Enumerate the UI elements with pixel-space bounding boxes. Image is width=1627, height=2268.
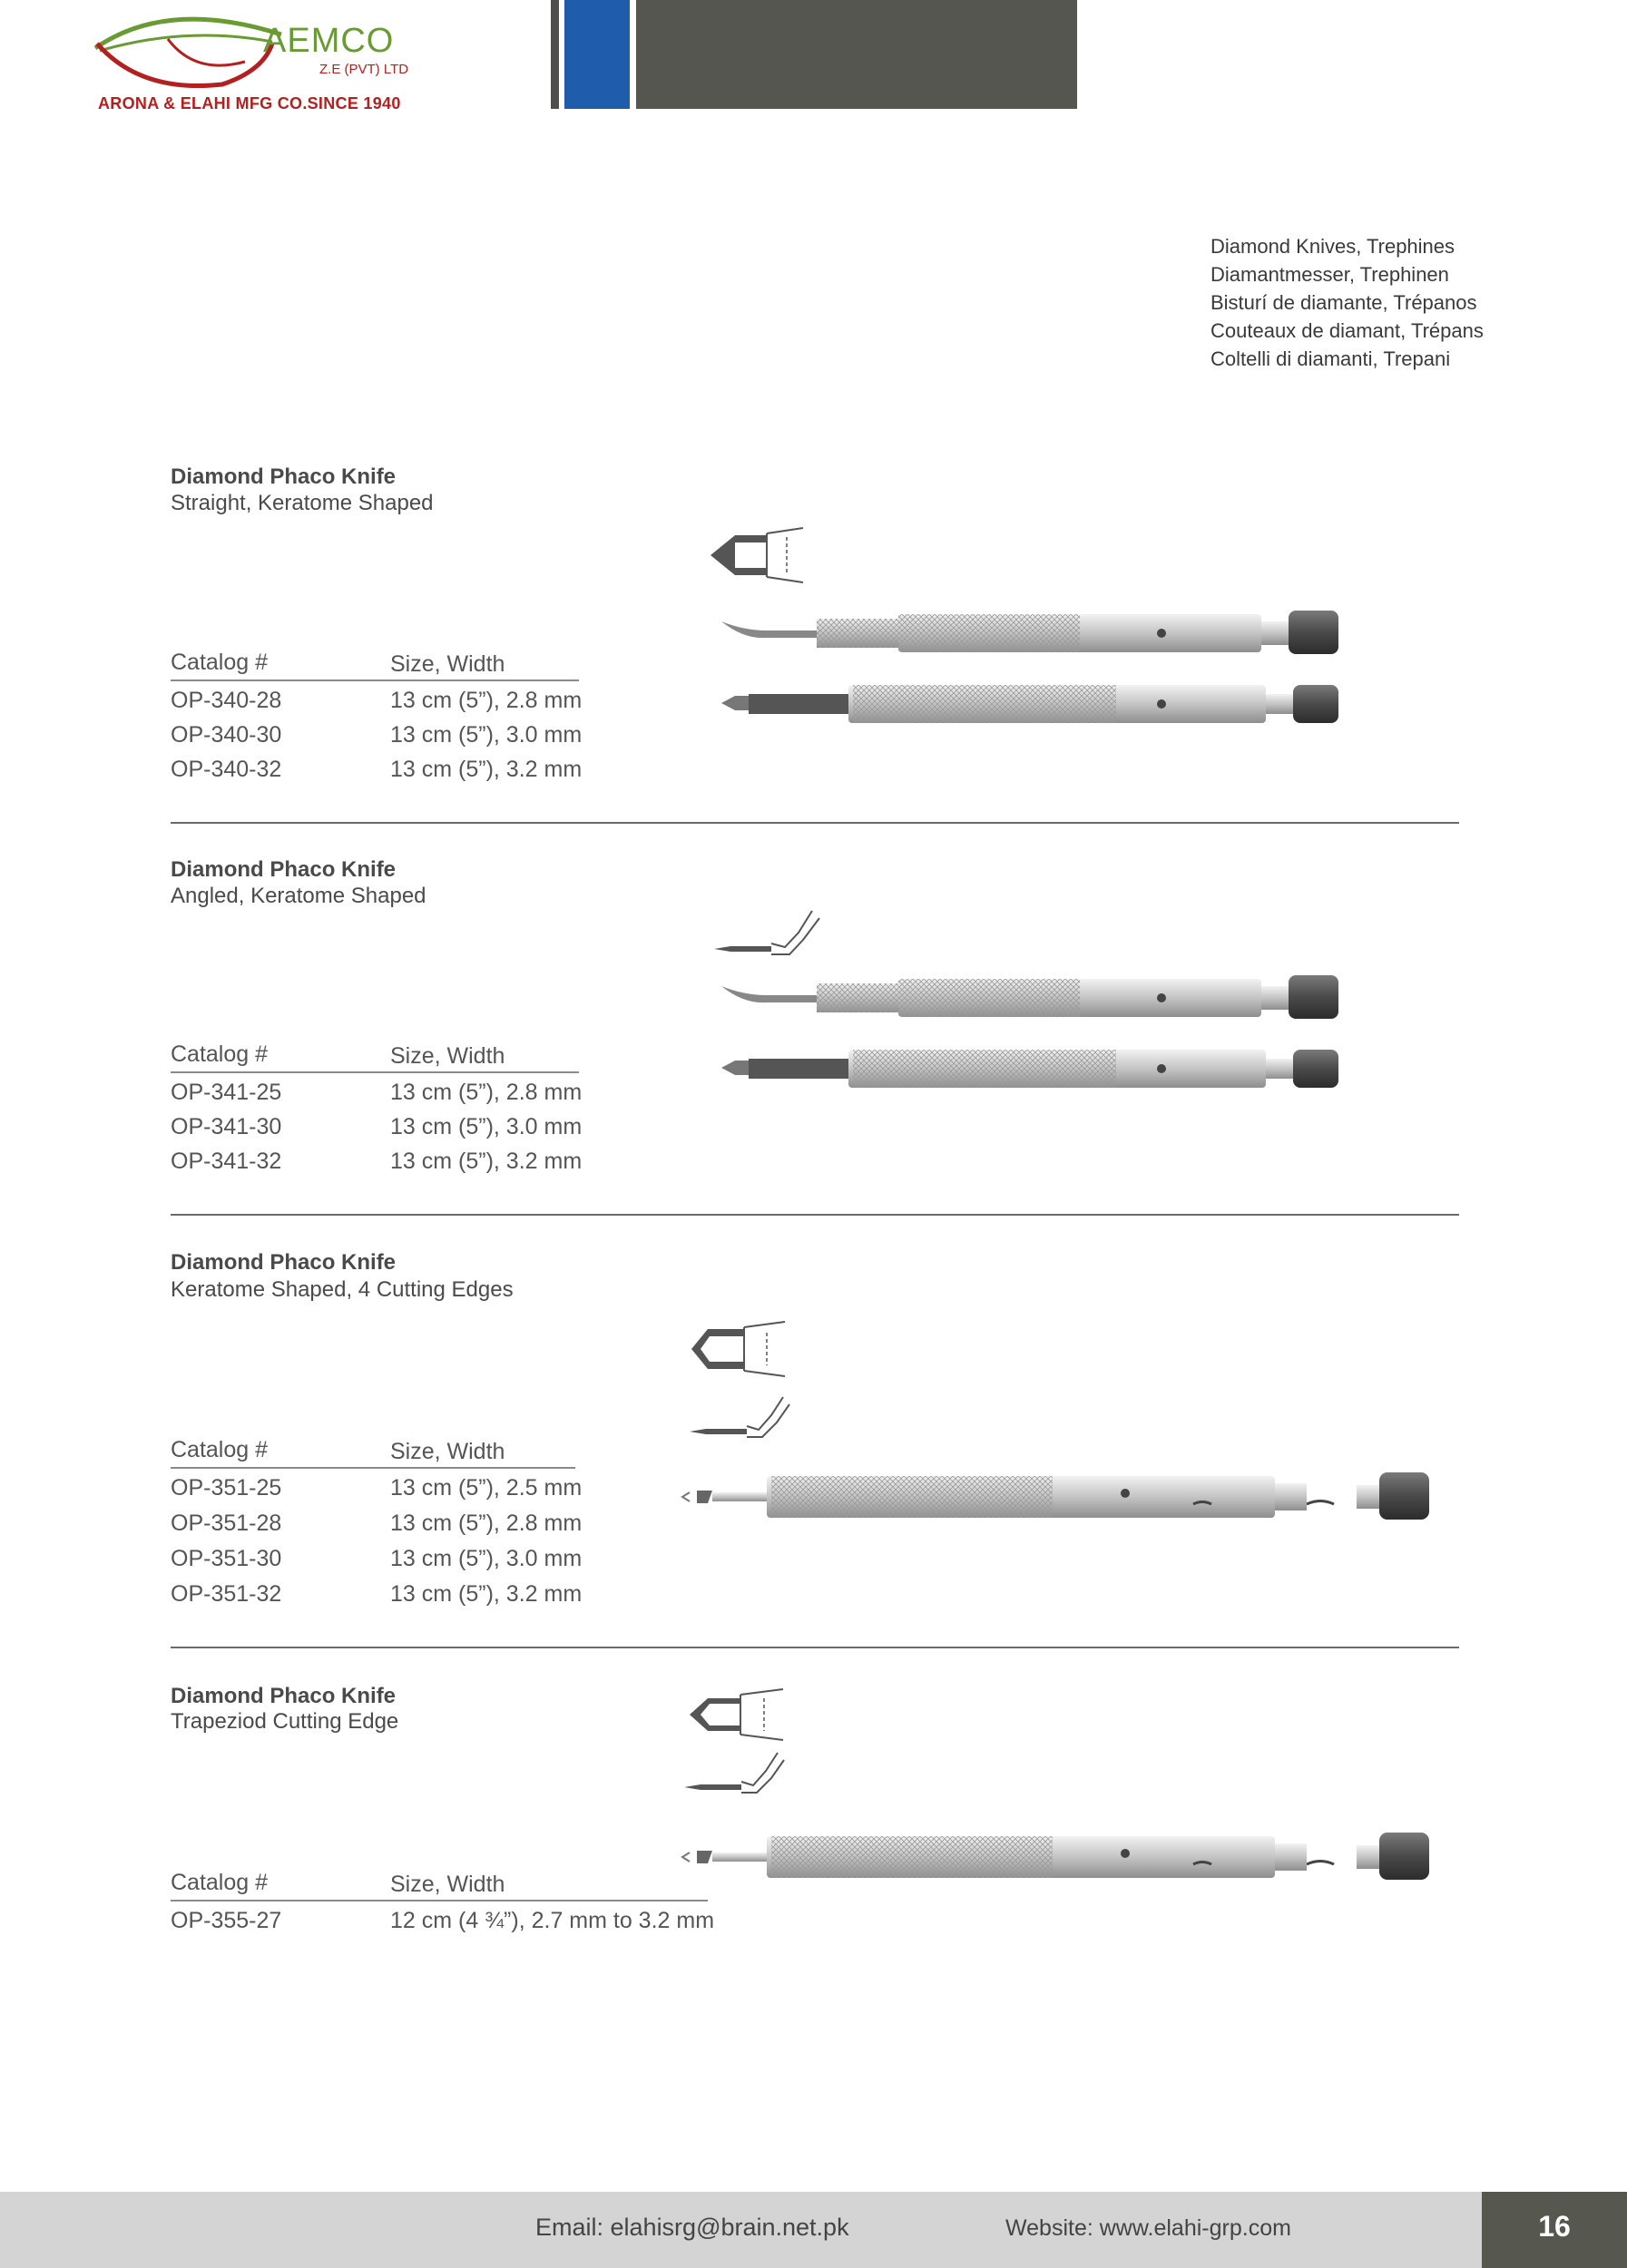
header-bar-dark: [636, 0, 1077, 109]
category-line: Bisturí de diamante, Trépanos: [1210, 291, 1477, 314]
phaco-knife-instrument-image: [717, 968, 1461, 1090]
col-catalog: Catalog #: [171, 1437, 269, 1462]
catalog-cell: OP-341-32: [171, 1149, 282, 1174]
catalog-cell: OP-355-27: [171, 1908, 282, 1933]
product-subtitle: Straight, Keratome Shaped: [171, 491, 434, 515]
col-size: Size, Width: [390, 1439, 505, 1464]
catalog-cell: OP-340-32: [171, 757, 282, 782]
phaco-knife-instrument-image: [717, 603, 1461, 726]
table-header-line: [171, 1900, 708, 1901]
catalog-cell: OP-351-30: [171, 1546, 282, 1571]
col-catalog: Catalog #: [171, 650, 269, 675]
col-catalog: Catalog #: [171, 1870, 269, 1895]
blade-tip-angled-diagram: [682, 1751, 787, 1801]
phaco-knife-instrument-image: [681, 1465, 1461, 1529]
col-size: Size, Width: [390, 651, 505, 677]
product-subtitle: Keratome Shaped, 4 Cutting Edges: [171, 1277, 514, 1302]
product-title: Diamond Phaco Knife: [171, 857, 397, 882]
header-bar-blue: [564, 0, 630, 109]
size-cell: 13 cm (5”), 3.2 mm: [390, 1581, 583, 1607]
product-title: Diamond Phaco Knife: [171, 1250, 397, 1275]
col-size: Size, Width: [390, 1043, 505, 1069]
brand-sub: Z.E (PVT) LTD: [319, 62, 409, 77]
table-header-line: [171, 1071, 579, 1073]
brand-name: AEMCO: [263, 22, 395, 60]
catalog-cell: OP-351-28: [171, 1510, 282, 1536]
table-header-line: [171, 679, 579, 681]
catalog-cell: OP-341-25: [171, 1080, 282, 1105]
col-catalog: Catalog #: [171, 1041, 269, 1067]
size-cell: 13 cm (5”), 3.2 mm: [390, 757, 583, 782]
brand-tagline: ARONA & ELAHI MFG CO.SINCE 1940: [98, 94, 401, 112]
size-cell: 12 cm (4 ¾”), 2.7 mm to 3.2 mm: [390, 1908, 715, 1933]
blade-tip-angled-diagram: [688, 1395, 792, 1445]
product-subtitle: Trapeziod Cutting Edge: [171, 1709, 399, 1734]
product-subtitle: Angled, Keratome Shaped: [171, 884, 426, 908]
footer-website[interactable]: Website: www.elahi-grp.com: [1005, 2215, 1291, 2241]
section-divider: [171, 822, 1459, 824]
blade-tip-straight-diagram: [703, 526, 808, 584]
col-size: Size, Width: [390, 1872, 505, 1897]
product-title: Diamond Phaco Knife: [171, 464, 397, 489]
size-cell: 13 cm (5”), 2.8 mm: [390, 1080, 583, 1105]
blade-tip-trapezoid-diagram: [688, 1686, 788, 1745]
catalog-cell: OP-341-30: [171, 1114, 282, 1139]
size-cell: 13 cm (5”), 3.0 mm: [390, 1546, 583, 1571]
catalog-cell: OP-351-25: [171, 1475, 282, 1501]
category-block: [1210, 232, 1484, 373]
catalog-cell: OP-340-30: [171, 722, 282, 748]
page-number: 16: [1538, 2210, 1571, 2243]
catalog-cell: OP-340-28: [171, 688, 282, 713]
size-cell: 13 cm (5”), 3.2 mm: [390, 1149, 583, 1174]
phaco-knife-instrument-image: [681, 1825, 1461, 1889]
blade-tip-4-edges-diagram: [690, 1320, 789, 1379]
product-title: Diamond Phaco Knife: [171, 1684, 397, 1708]
section-divider: [171, 1214, 1459, 1216]
section-divider: [171, 1647, 1459, 1648]
category-line: Diamantmesser, Trephinen: [1210, 263, 1449, 286]
category-line: Couteaux de diamant, Trépans: [1210, 319, 1484, 342]
size-cell: 13 cm (5”), 3.0 mm: [390, 1114, 583, 1139]
blade-tip-angled-diagram: [712, 907, 821, 962]
category-line: Coltelli di diamanti, Trepani: [1210, 347, 1451, 370]
size-cell: 13 cm (5”), 2.5 mm: [390, 1475, 583, 1501]
catalog-cell: OP-351-32: [171, 1581, 282, 1607]
category-line: Diamond Knives, Trephines: [1210, 235, 1455, 258]
size-cell: 13 cm (5”), 2.8 mm: [390, 1510, 583, 1536]
size-cell: 13 cm (5”), 2.8 mm: [390, 688, 583, 713]
footer-email[interactable]: Email: elahisrg@brain.net.pk: [535, 2214, 849, 2241]
table-header-line: [171, 1467, 575, 1469]
size-cell: 13 cm (5”), 3.0 mm: [390, 722, 583, 748]
header-bar-thin: [551, 0, 559, 109]
